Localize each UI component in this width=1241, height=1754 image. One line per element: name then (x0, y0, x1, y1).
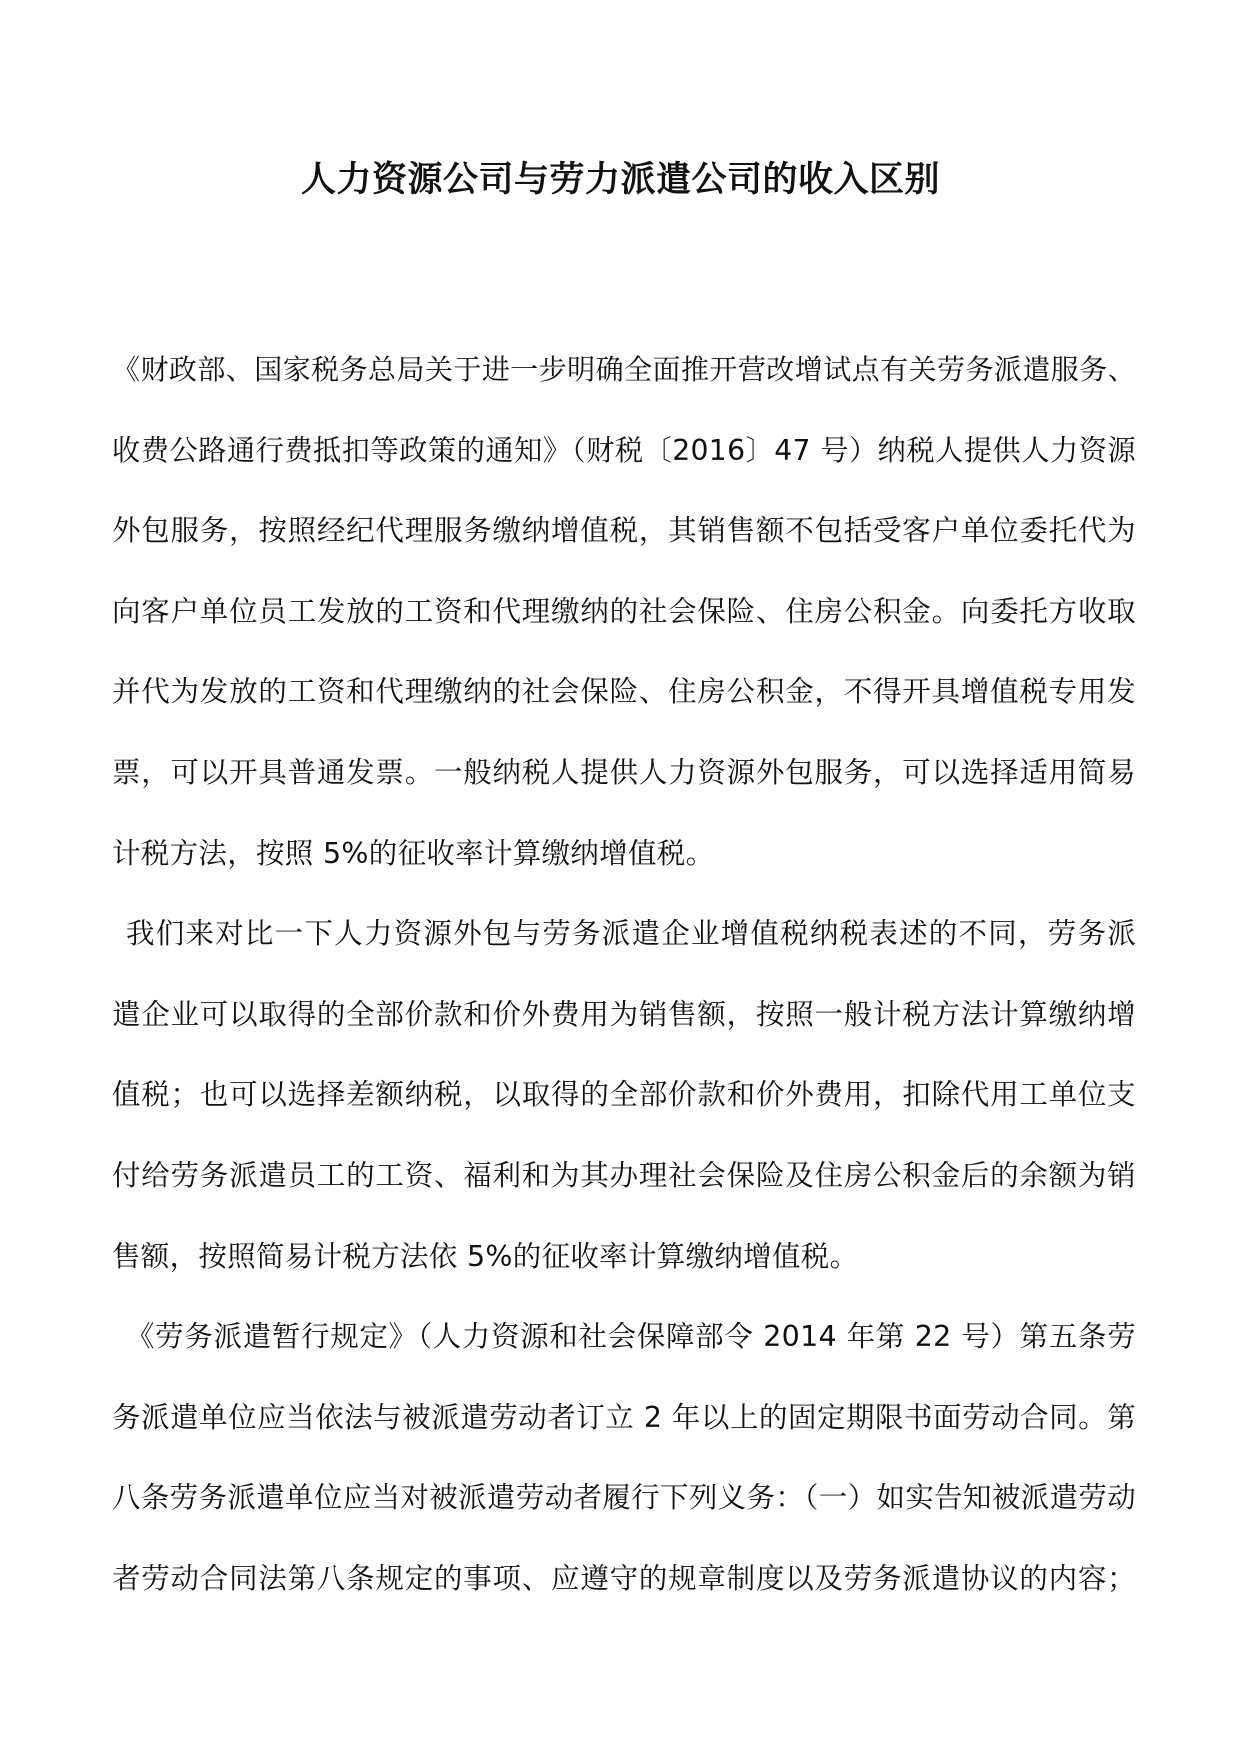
text-line: 售额，按照简易计税方法依 5%的征收率计算缴纳增值税。 (112, 1239, 859, 1273)
document-title: 人力资源公司与劳力派遣公司的收入区别 (300, 159, 940, 200)
text-line: 向客户单位员工发放的工资和代理缴纳的社会保险、住房公积金。向委托方收取 (112, 594, 1136, 628)
document-body (112, 330, 1136, 1620)
paragraph-2 (112, 894, 1136, 1297)
text-line: 《财政部、国家税务总局关于进一步明确全面推开营改增试点有关劳务派遣服务、 (112, 353, 1136, 386)
text-line: 八条劳务派遣单位应当对被派遣劳动者履行下列义务：（一）如实告知被派遣劳动 (112, 1481, 1136, 1515)
text-line: 《劳务派遣暂行规定》（人力资源和社会保障部令 2014 年第 22 号）第五条劳 (126, 1320, 1136, 1354)
text-line: 值税；也可以选择差额纳税，以取得的全部价款和价外费用，扣除代用工单位支 (112, 1078, 1136, 1112)
text-line: 收费公路通行费抵扣等政策的通知》（财税〔2016〕47 号）纳税人提供人力资源 (112, 433, 1136, 467)
text-line: 我们来对比一下人力资源外包与劳务派遣企业增值税纳税表述的不同，劳务派 (126, 917, 1136, 951)
text-line: 付给劳务派遣员工的工资、福利和为其办理社会保险及住房公积金后的余额为销 (112, 1158, 1136, 1192)
text-line: 者劳动合同法第八条规定的事项、应遵守的规章制度以及劳务派遣协议的内容； (112, 1561, 1136, 1595)
text-line: 票，可以开具普通发票。一般纳税人提供人力资源外包服务，可以选择适用简易 (112, 755, 1136, 789)
text-line: 并代为发放的工资和代理缴纳的社会保险、住房公积金，不得开具增值税专用发 (112, 675, 1136, 709)
paragraph-3 (112, 1297, 1136, 1619)
text-line: 遣企业可以取得的全部价款和价外费用为销售额，按照一般计税方法计算缴纳增 (112, 997, 1136, 1031)
paragraph-1 (112, 330, 1136, 894)
text-line: 计税方法，按照 5%的征收率计算缴纳增值税。 (112, 836, 715, 870)
text-line: 外包服务，按照经纪代理服务缴纳增值税，其销售额不包括受客户单位委托代为 (112, 514, 1136, 548)
text-line: 务派遣单位应当依法与被派遣劳动者订立 2 年以上的固定期限书面劳动合同。第 (112, 1400, 1136, 1434)
